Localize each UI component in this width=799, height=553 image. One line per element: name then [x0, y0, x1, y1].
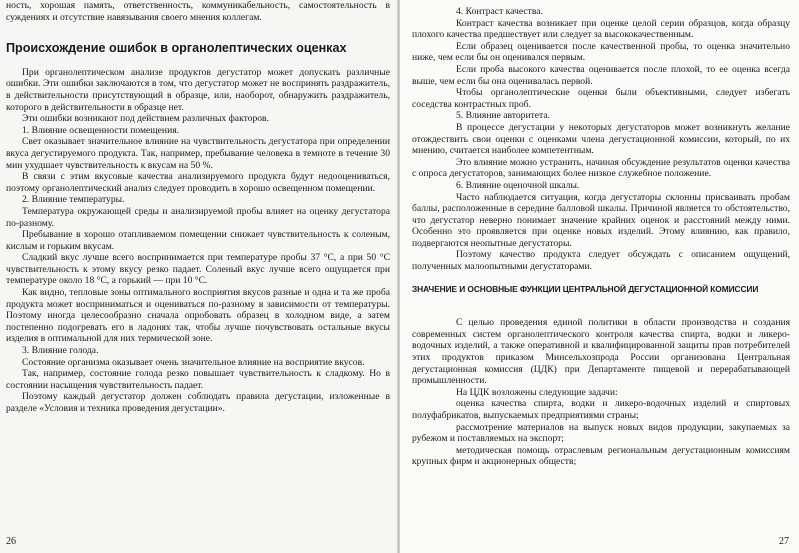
paragraph: Часто наблюдается ситуация, когда дегустаторы склонны присваивать пробам баллы, расположенные в середине балловой шкалы. Причиной является то обстоятельство, что дегустатор неверно понимает значение крайних оценок и расстояний между ними. Особенно это проявляется при оценке новых изделий. Этому влиянию, как правило, подвергаются неопытные дегустаторы. — [412, 191, 790, 249]
paragraph: Сладкий вкус лучше всего воспринимается при температуре пробы 37 °С, а при 50 °С чувствительность к этому вкусу резко падает. Соленый вкус лучше всего ощущается при температуре около 18 °С, а горький — при 10 °С. — [6, 252, 390, 287]
list-item: оценка качества спирта, водки и ликеро-водочных изделий и спиртовых полуфабрикатов, выпускаемых предприятиями страны; — [412, 398, 790, 421]
paragraph: Пребывание в хорошо отапливаемом помещении снижает чувствительность к соленым, кислым и горьким вкусам. — [6, 229, 390, 252]
paragraph: Так, например, состояние голода резко повышает чувствительность к сладкому. Но в состоянии насыщения чувствительность падает. — [6, 368, 390, 391]
list-item-heading: 2. Влияние температуры. — [22, 194, 125, 206]
paragraph: В связи с этим вкусовые качества анализируемого продукта будут недооцениваться, поэтому органолептический анализ следует проводить в хорошо освещенном помещении. — [6, 171, 390, 194]
paragraph: Если проба высокого качества оценивается после плохой, то ее оценка всегда выше, чем если бы она оценивалась первой. — [412, 63, 790, 87]
list-item-heading: 6. Влияние оценочной шкалы. — [456, 179, 580, 191]
paragraph: Если образец оценивается после качественной пробы, то оценка значительно ниже, чем если бы он оценивался первым. — [412, 40, 790, 64]
paragraph: Температура окружающей среды и анализируемой пробы влияет на оценку дегустатора по-разному. — [6, 205, 390, 229]
paragraph: На ЦДК возложены следующие задачи: — [456, 386, 618, 398]
page-number: 27 — [779, 536, 789, 547]
paragraph: Поэтому каждый дегустатор должен соблюдать правила дегустации, изложенные в разделе «Условия и техника проведения дегустации». — [6, 391, 390, 414]
section-heading: ЗНАЧЕНИЕ И ОСНОВНЫЕ ФУНКЦИИ ЦЕНТРАЛЬНОЙ ДЕГУСТАЦИОННОЙ КОМИССИИ — [412, 283, 759, 294]
list-item-heading: 4. Контраст качества. — [456, 6, 543, 17]
paragraph: Свет оказывает значительное влияние на чувствительность дегустатора при определении вкуса дегустируемого продукта. Так, например, пребывание человека в темноте в течение 30 мин ухудшает чувствительность к вкусам на 50 %. — [6, 136, 390, 171]
paragraph: Как видно, тепловые зоны оптимального восприятия вкусов разные и одна и та же проба продукта может восприниматься и оцениваться по-разному в зависимости от температуры. Поэтому иногда целесообразно сначала опробовать образец в холодном виде, а затем постепенно подогревать его в ладонях так, чтобы лучше почувствовать остальные вкусы изделия в оптимальной для них термической зоне. — [6, 287, 390, 345]
list-item: методическая помощь отраслевым региональным дегустационным комиссиям крупных фирм и акционерных обществ; — [412, 444, 790, 468]
paragraph: Поэтому качество продукта следует обсуждать с описанием ощущений, полученных малоопытными дегустаторами. — [412, 249, 790, 273]
paragraph: При органолептическом анализе продуктов дегустатор может допускать различные ошибки. Эти ошибки заключаются в том, что дегустатор может не воспринять раздражитель, в действительности присутствующий в образце, или, наоборот, обнаружить раздражитель, которого в действительности в образце нет. — [6, 66, 390, 113]
section-heading: Происхождение ошибок в органолептических оценках — [6, 41, 347, 56]
paragraph: В процессе дегустации у некоторых дегустаторов может возникнуть желание отождествить свои оценки с оценками члена дегустационной комиссии, который, по их мнению, считается наиболее компетентным. — [412, 121, 790, 157]
left-text-column — [6, 0, 390, 415]
paragraph: Это влияние можно устранить, начиная обсуждение результатов оценки качества с опроса дегустаторов, занимающих более низкое служебное положение. — [412, 156, 790, 180]
list-item-heading: 3. Влияние голода. — [22, 345, 99, 357]
list-item-heading: 1. Влияние освещенности помещения. — [22, 124, 180, 136]
paragraph: Контраст качества возникает при оценке целой серии образцов, когда образцу плохого качества предшествует или следует за высококачественным. — [412, 17, 790, 41]
left-page — [0, 0, 399, 553]
page-number: 26 — [6, 536, 16, 547]
right-text-column — [412, 6, 790, 468]
paragraph: С целью проведения единой политики в области производства и создания современных систем органолептического контроля качества спирта, водки и ликеро-водочных изделий, а также оперативной и квалифицированной защиты прав потребителей этих продуктов приказом Минсельхозпрода России организована Центральная дегустационная комиссия (ЦДК) при Департаменте пищевой и перерабатывающей промышленности. — [412, 317, 790, 387]
paragraph: Чтобы органолептические оценки были объективными, следует избегать соседства контрастных проб. — [412, 87, 790, 110]
right-page — [400, 0, 799, 553]
paragraph: Состояние организма оказывает очень значительное влияние на восприятие вкусов. — [22, 356, 365, 368]
list-item-heading: 5. Влияние авторитета. — [456, 110, 551, 122]
paragraph: Эти ошибки возникают под действием различных факторов. — [22, 113, 269, 125]
list-item: рассмотрение материалов на выпуск новых видов продукции, закупаемых за рубежом и поставляемых на экспорт; — [412, 421, 790, 445]
paragraph: ность, хорошая память, ответственность, коммуникабельность, самостоятельность в суждениях и отсутствие навязывания своего мнения коллегам. — [6, 0, 390, 23]
